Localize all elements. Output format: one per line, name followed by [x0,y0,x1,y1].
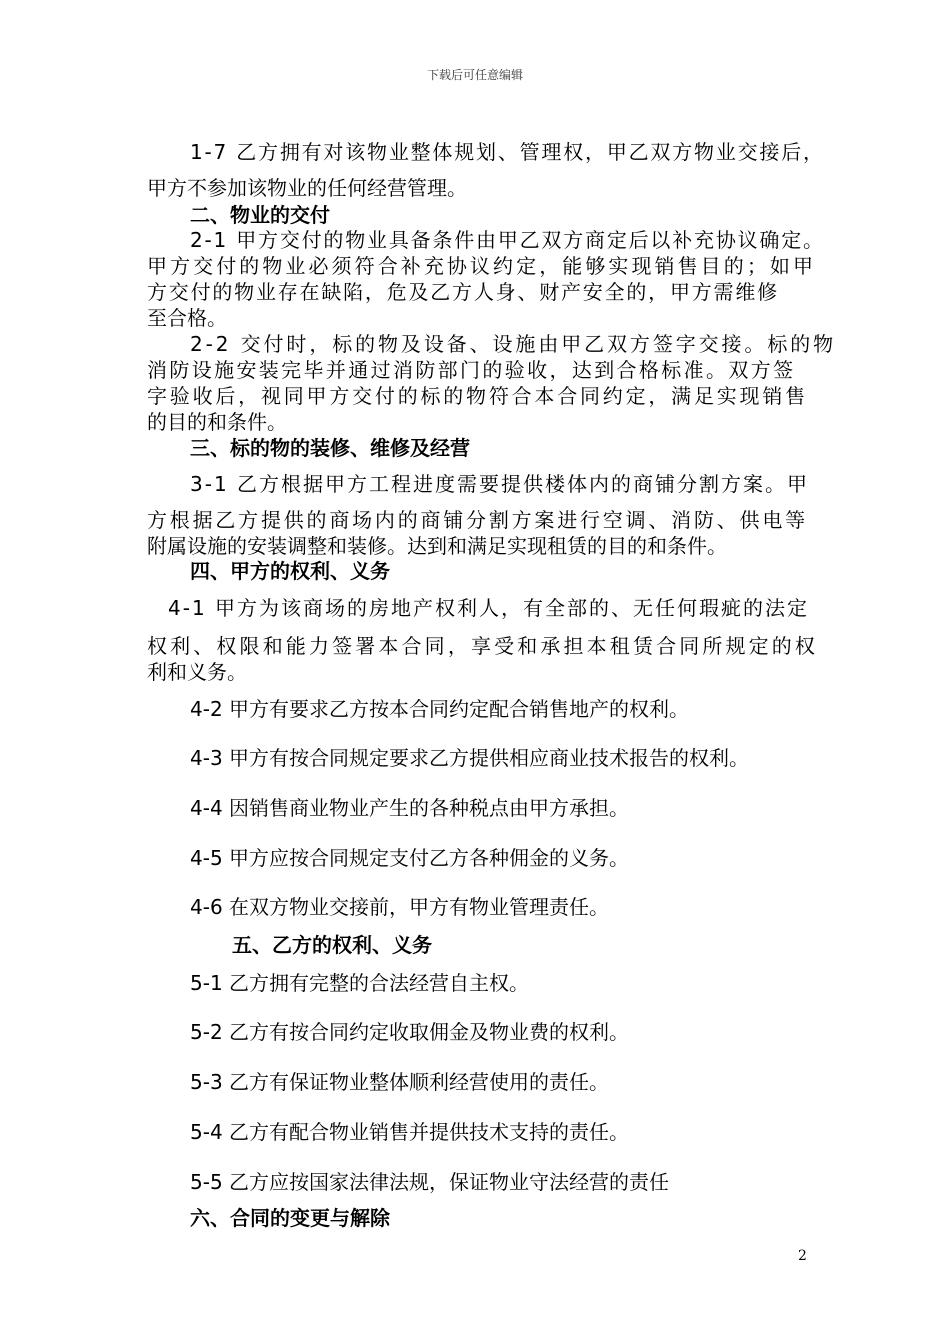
paragraph-line: 5-3 乙方有保证物业整体顺利经营使用的责任。 [190,1070,610,1094]
paragraph-line: 3-1 乙方根据甲方工程进度需要提供楼体内的商铺分割方案。甲 [190,472,810,496]
paragraph-line: 利和义务。 [147,660,247,684]
section-heading: 四、甲方的权利、义务 [190,559,390,583]
paragraph-line: 附属设施的安装调整和装修。达到和满足实现租赁的目的和条件。 [147,534,727,558]
page-number: 2 [798,1248,807,1264]
paragraph-line: 4-5 甲方应按合同规定支付乙方各种佣金的义务。 [190,846,630,870]
paragraph-line: 方根据乙方提供的商场内的商铺分割方案进行空调、消防、供电等 [147,508,808,532]
paragraph-line: 甲方交付的物业必须符合补充协议约定，能够实现销售目的；如甲 [147,254,817,278]
paragraph-line: 至合格。 [147,306,227,330]
paragraph-line: 5-5 乙方应按国家法律法规，保证物业守法经营的责任 [190,1170,670,1194]
paragraph-line: 5-4 乙方有配合物业销售并提供技术支持的责任。 [190,1120,630,1144]
section-heading: 六、合同的变更与解除 [190,1206,390,1230]
page-header: 下载后可任意编辑 [426,68,523,82]
paragraph-line: 5-2 乙方有按合同约定收取佣金及物业费的权利。 [190,1020,630,1044]
paragraph-line: 4-6 在双方物业交接前，甲方有物业管理责任。 [190,895,610,919]
paragraph-line: 4-2 甲方有要求乙方按本合同约定配合销售地产的权利。 [190,697,690,721]
paragraph-line: 4-3 甲方有按合同规定要求乙方提供相应商业技术报告的权利。 [190,746,750,770]
paragraph-line: 2-2 交付时，标的物及设备、设施由甲乙双方签字交接。标的物 [190,332,837,356]
paragraph-line: 4-1 甲方为该商场的房地产权利人，有全部的、无任何瑕疵的法定 [168,596,810,620]
section-heading: 二、物业的交付 [190,203,330,227]
section-heading: 三、标的物的装修、维修及经营 [190,436,470,460]
paragraph-line: 方交付的物业存在缺陷，危及乙方人身、财产安全的，甲方需维修 [147,280,779,304]
paragraph-line: 甲方不参加该物业的任何经营管理。 [147,176,467,200]
paragraph-line: 1-7 乙方拥有对该物业整体规划、管理权，甲乙双方物业交接后， [190,140,825,164]
paragraph-line: 字验收后，视同甲方交付的标的物符合本合同约定，满足实现销售 [147,384,808,408]
paragraph-line: 5-1 乙方拥有完整的合法经营自主权。 [190,971,530,995]
paragraph-line: 的目的和条件。 [147,410,287,434]
paragraph-line: 消防设施安装完毕并通过消防部门的验收，达到合格标准。双方签 [147,358,796,382]
paragraph-line: 4-4 因销售商业物业产生的各种税点由甲方承担。 [190,796,630,820]
paragraph-line: 2-1 甲方交付的物业具备条件由甲乙双方商定后以补充协议确定。 [190,228,825,252]
section-heading: 五、乙方的权利、义务 [232,933,432,957]
paragraph-line: 权利、权限和能力签署本合同，享受和承担本租赁合同所规定的权 [147,634,819,658]
